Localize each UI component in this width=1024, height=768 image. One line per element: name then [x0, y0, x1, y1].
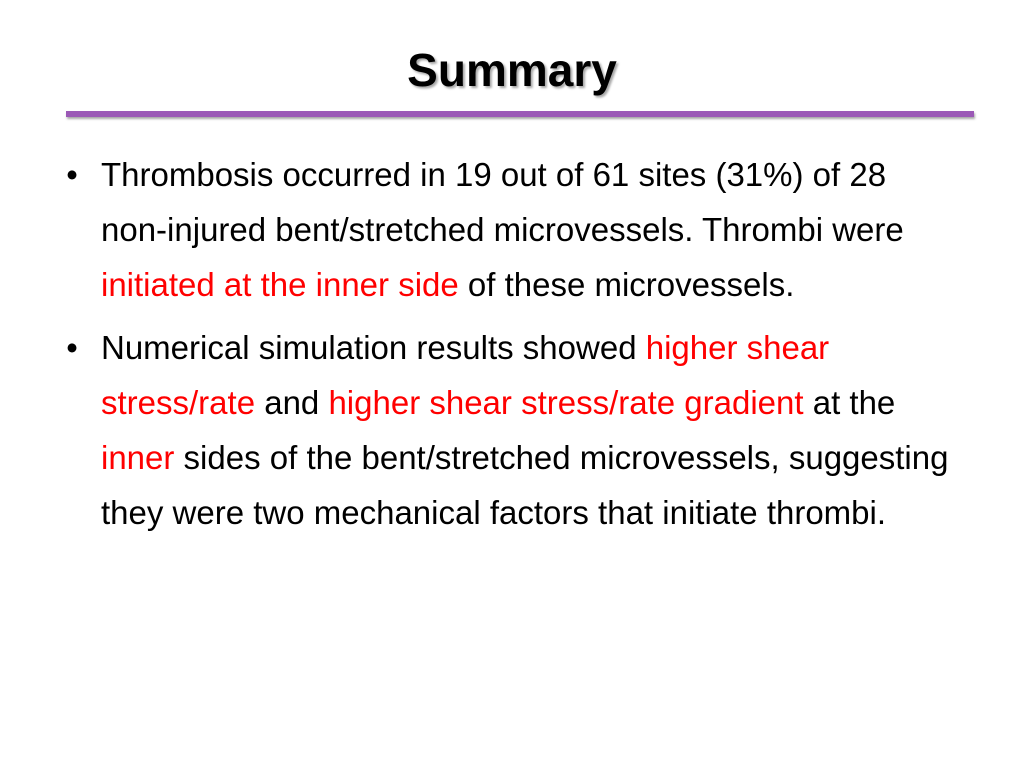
- text-segment: at the: [803, 384, 896, 421]
- slide-title: Summary: [407, 44, 617, 96]
- highlighted-text: inner: [101, 439, 175, 476]
- bullet-marker: •: [66, 156, 78, 193]
- text-segment: and: [255, 384, 329, 421]
- bullet-list: [60, 147, 960, 548]
- bullet-text: [101, 329, 948, 531]
- highlighted-text: higher shear stress/rate gradient: [328, 384, 804, 421]
- bullet-text: [101, 156, 904, 303]
- text-segment: Numerical simulation results showed: [101, 329, 646, 366]
- highlighted-text: initiated at the inner side: [101, 266, 459, 303]
- text-segment: sides of the bent/stretched microvessels, suggesting they were two mechanical factors that initiate thrombi.: [101, 439, 949, 531]
- highlighted-text: higher shear stress/rate: [101, 329, 830, 421]
- text-segment: of these microvessels.: [458, 266, 795, 303]
- bullet-item-1: [60, 147, 960, 312]
- title-divider: [66, 111, 974, 117]
- bullet-item-2: [60, 320, 960, 540]
- text-segment: Thrombosis occurred in 19 out of 61 sites (31%) of 28 non-injured bent/stretched microvessels. Thrombi were: [101, 156, 904, 248]
- bullet-marker: •: [66, 329, 78, 366]
